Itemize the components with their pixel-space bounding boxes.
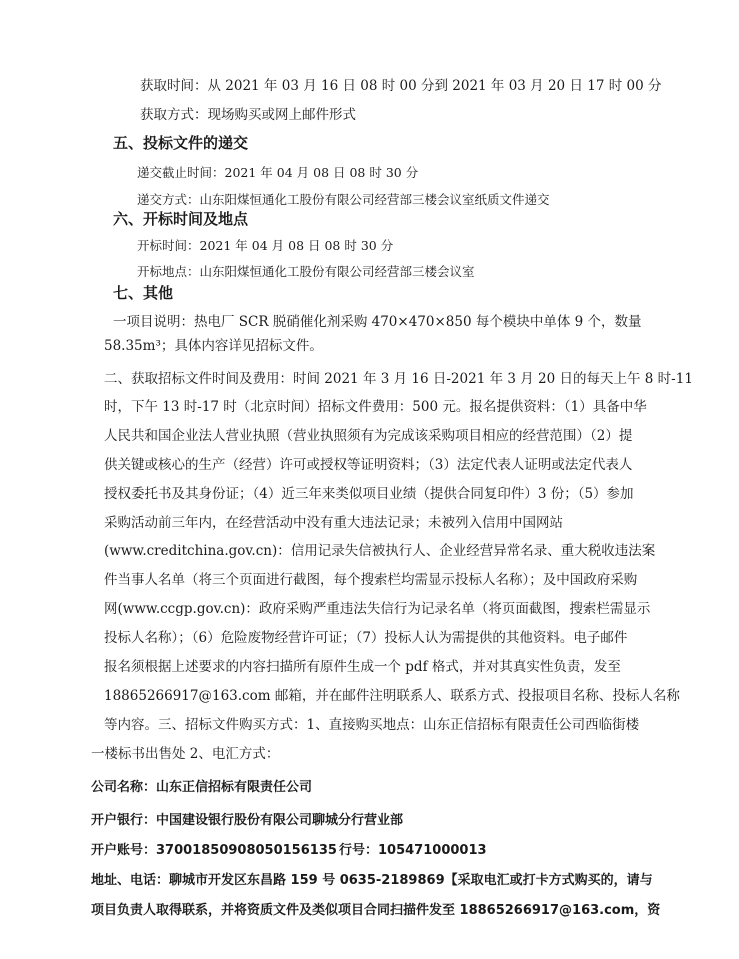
body-line: (www.creditchina.gov.cn)：信用记录失信被执行人、企业经营异常名录、重大税收违法案 [104,543,656,559]
acquisition-method: 获取方式：现场购买或网上邮件形式 [140,107,356,123]
body-line: 18865266917@163.com 邮箱，并在邮件注明联系人、联系方式、投报项目名称、投标人名称 [104,688,680,704]
body-line: 网(www.ccgp.gov.cn)：政府采购严重违法失信行为记录名单（将页面截图，搜索栏需显示 [104,601,651,617]
section-7-heading: 七、其他 [113,284,174,302]
bank-name: 开户银行：中国建设银行股份有限公司聊城分行营业部 [91,813,404,828]
body-line: 供关键或核心的生产（经营）许可或授权等证明资料；（3）法定代表人证明或法定代表人 [104,457,633,473]
company-name: 公司名称：山东正信招标有限责任公司 [91,780,313,795]
purchase-note: 项目负责人取得联系，并将资质文件及类似项目合同扫描件发至 18865266917@163.com，资 [91,903,661,918]
body-line: 件当事人名单（将三个页面进行截图，每个搜索栏均需显示投标人名称）；及中国政府采购 [104,572,638,588]
submission-deadline: 递交截止时间：2021 年 04 月 08 日 08 时 30 分 [137,165,419,180]
acquisition-time: 获取时间：从 2021 年 03 月 16 日 08 时 00 分到 2021 年 03 月 20 日 17 时 00 分 [140,78,662,94]
body-line: 58.35m³；具体内容详见招标文件。 [104,338,323,354]
body-line: 投标人名称）；（6）危险废物经营许可证；（7）投标人认为需提供的其他资料。电子邮件 [104,630,628,646]
body-line: 时，下午 13 时-17 时（北京时间）招标文件费用：500 元。报名提供资料：（1）具备中华 [104,399,647,415]
body-line: 授权委托书及其身份证；（4）近三年来类似项目业绩（提供合同复印件）3 份；（5）参加 [104,486,634,502]
address-phone: 地址、电话：聊城市开发区东昌路 159 号 0635-2189869【采取电汇或打卡方式购买的，请与 [91,873,653,888]
section-5-heading: 五、投标文件的递交 [113,134,249,152]
opening-place: 开标地点：山东阳煤恒通化工股份有限公司经营部三楼会议室 [137,264,475,279]
body-line: 等内容。三、招标文件购买方式：1、直接购买地点：山东正信招标有限责任公司西临街楼 [104,717,640,733]
account-number: 开户账号：37001850908050156135 [91,843,337,858]
section-6-heading: 六、开标时间及地点 [113,210,249,228]
body-line: 二、获取招标文件时间及费用：时间 2021 年 3 月 16 日-2021 年 3 月 20 日的每天上午 8 时-11 [104,371,693,387]
opening-time: 开标时间：2021 年 04 月 08 日 08 时 30 分 [137,238,394,253]
submission-method: 递交方式：山东阳煤恒通化工股份有限公司经营部三楼会议室纸质文件递交 [137,192,550,207]
body-line: 人民共和国企业法人营业执照（营业执照须有为完成该采购项目相应的经营范围）（2）提 [104,428,633,444]
body-line: 报名须根据上述要求的内容扫描所有原件生成一个 pdf 格式，并对其真实性负责，发至 [104,659,621,675]
bank-number: 行号：105471000013 [339,843,487,858]
body-line: 采购活动前三年内，在经营活动中没有重大违法记录；未被列入信用中国网站 [104,515,563,531]
body-line: 一项目说明：热电厂 SCR 脱硝催化剂采购 470×470×850 每个模块中单体 9 个，数量 [113,314,642,330]
body-line: 一楼标书出售处 2、电汇方式： [91,746,280,762]
